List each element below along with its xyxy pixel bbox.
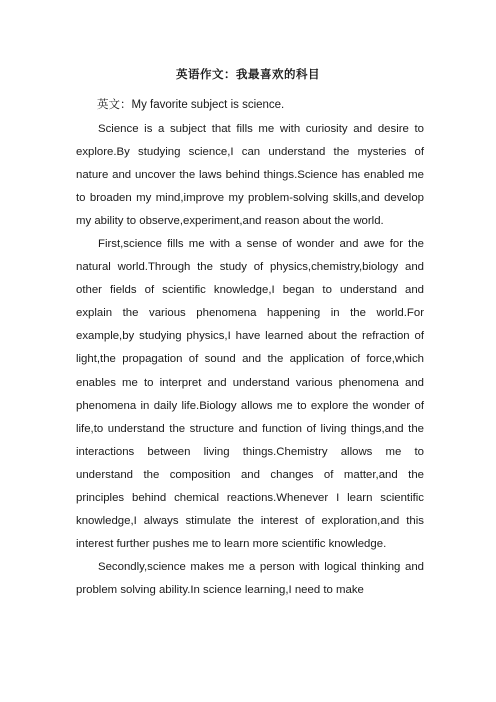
body-paragraph-1: Science is a subject that fills me with curiosity and desire to explore.By studying science,I can understand the mysteries of nature and uncover the laws behind things.Science has enabled me to broaden my mind,improve my problem-solving skills,and develop my ability to observe,experiment,and reason about the world.: [76, 123, 424, 228]
document-subtitle: [97, 96, 284, 112]
subtitle-prefix: 英文：: [97, 97, 132, 111]
subtitle-text: My favorite subject is science.: [131, 99, 285, 111]
document-title: 英语作文：我最喜欢的科目: [176, 67, 320, 81]
body-paragraph-2: First,science fills me with a sense of wonder and awe for the natural world.Through the study of physics,chemistry,biology and other fields of scientific knowledge,I began to understand and explain the various phenomena happening in the world.For example,by studying physics,I have learned about the refraction of light,the propagation of sound and the application of force,which enables me to interpret and understand various phenomena and phenomena in daily life.Biology allows me to explore the wonder of life,to understand the structure and function of living things,and the interactions between living things.Chemistry allows me to understand the composition and changes of matter,and the principles behind chemical reactions.Whenever I learn scientific knowledge,I always stimulate the interest of exploration,and this interest further pushes me to learn more scientific knowledge.: [76, 238, 424, 550]
document-body: [76, 118, 424, 602]
body-paragraph-3: Secondly,science makes me a person with logical thinking and problem solving ability.In science learning,I need to make: [76, 560, 424, 596]
